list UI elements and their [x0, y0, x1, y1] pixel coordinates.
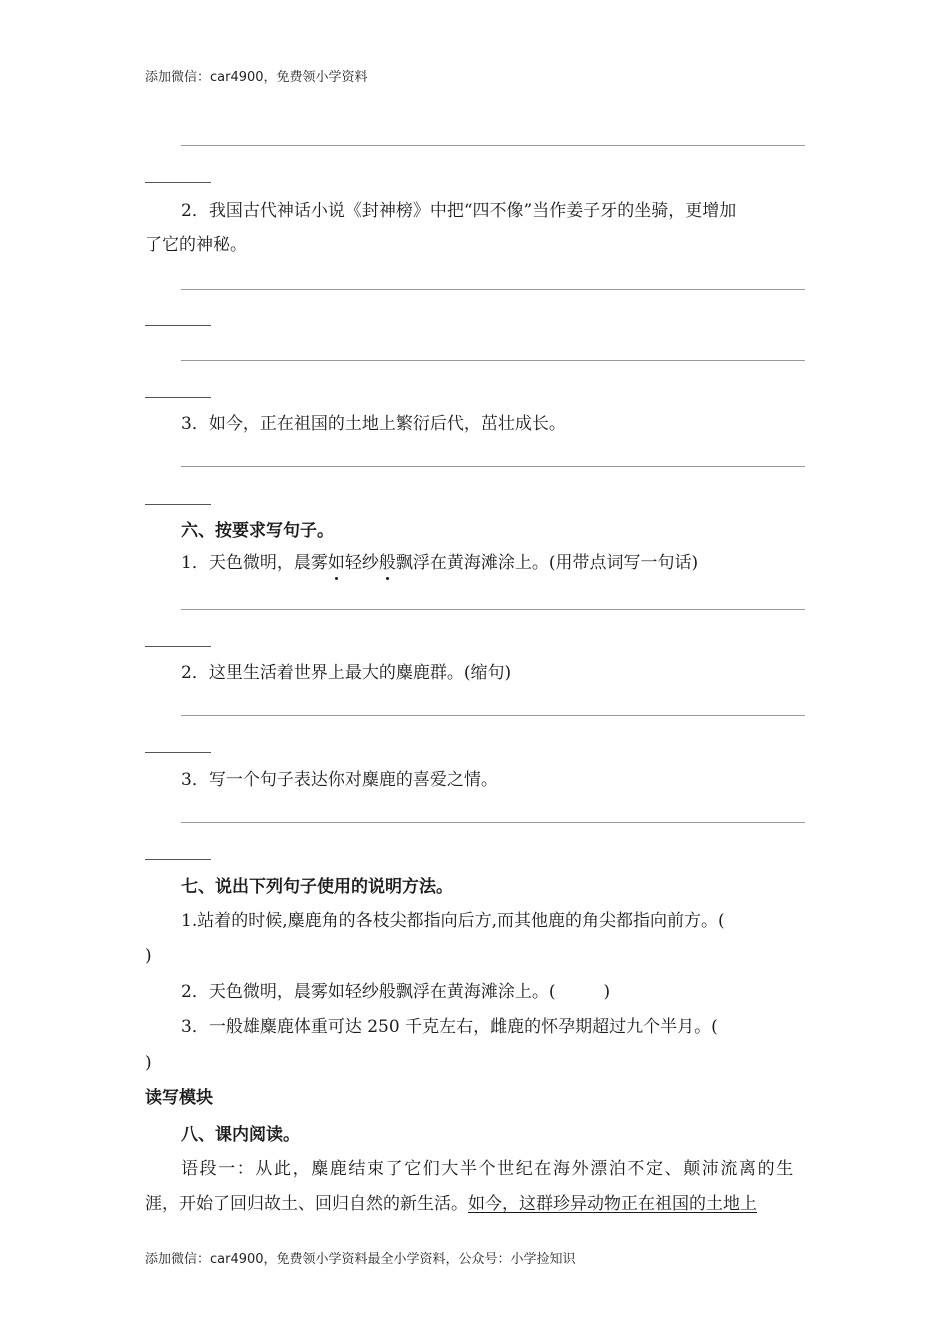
question-7-2-close: )	[603, 982, 611, 1002]
passage-line1: 语段一：从此，麋鹿结束了它们大半个世纪在海外漂泊不定、颠沛流离的生	[181, 1159, 795, 1179]
answer-line-tail	[145, 752, 211, 753]
question-7-1-line2: )	[145, 946, 152, 966]
question-7-2	[181, 981, 610, 1003]
answer-line	[181, 609, 805, 610]
answer-line-tail	[145, 325, 211, 326]
answer-line	[181, 822, 805, 823]
section-7-title: 七、说出下列句子使用的说明方法。	[181, 877, 453, 897]
page-header: 添加微信：car4900，免费领小学资料	[145, 70, 368, 85]
passage-line2	[145, 1193, 757, 1215]
question-7-3-line2: )	[145, 1053, 152, 1073]
passage-underlined-sentence: 如今，这群珍异动物正在祖国的土地上	[468, 1194, 757, 1214]
answer-line-tail	[145, 646, 211, 647]
page-footer: 添加微信：car4900，免费领小学资料最全小学资料，公众号：小学捡知识	[145, 1252, 576, 1267]
answer-line-tail	[145, 182, 211, 183]
section-6-title: 六、按要求写句子。	[181, 521, 334, 541]
question-7-3-line1: 3．一般雄麋鹿体重可达 250 千克左右，雌鹿的怀孕期超过九个半月。(	[181, 1017, 718, 1037]
answer-line	[181, 145, 805, 146]
answer-line	[181, 715, 805, 716]
module-heading: 读写模块	[145, 1088, 213, 1108]
passage-line2-plain: 涯，开始了回归故土、回归自然的新生活。	[145, 1194, 468, 1214]
answer-line	[181, 466, 805, 467]
question-7-1-line1: 1.站着的时候,麋鹿角的各枝尖都指向后方,而其他鹿的角尖都指向前方。(	[181, 911, 725, 931]
section-8-title: 八、课内阅读。	[181, 1125, 300, 1145]
question-6-1	[181, 552, 698, 574]
question-5-2-line1: 2．我国古代神话小说《封神榜》中把“四不像”当作姜子牙的坐骑，更增加	[181, 201, 737, 221]
question-7-2-text: 2．天色微明，晨雾如轻纱般飘浮在黄海滩涂上。(	[181, 982, 556, 1002]
question-5-2-line2: 了它的神秘。	[145, 235, 247, 255]
answer-line-tail	[145, 397, 211, 398]
dotted-word-ru: 如	[327, 553, 345, 573]
question-6-3: 3．写一个句子表达你对麋鹿的喜爱之情。	[181, 770, 498, 790]
question-6-1-part2: 轻纱	[344, 553, 379, 573]
dotted-word-ban: 般	[378, 553, 396, 573]
question-5-3: 3．如今，正在祖国的土地上繁衍后代，茁壮成长。	[181, 414, 566, 434]
question-6-1-part1: 1．天色微明，晨雾	[181, 553, 328, 573]
answer-line-tail	[145, 504, 211, 505]
answer-line-tail	[145, 859, 211, 860]
question-6-1-part3: 飘浮在黄海滩涂上。(用带点词写一句话)	[395, 553, 699, 573]
answer-line	[181, 360, 805, 361]
question-6-2: 2．这里生活着世界上最大的麋鹿群。(缩句)	[181, 663, 512, 683]
answer-line	[181, 289, 805, 290]
